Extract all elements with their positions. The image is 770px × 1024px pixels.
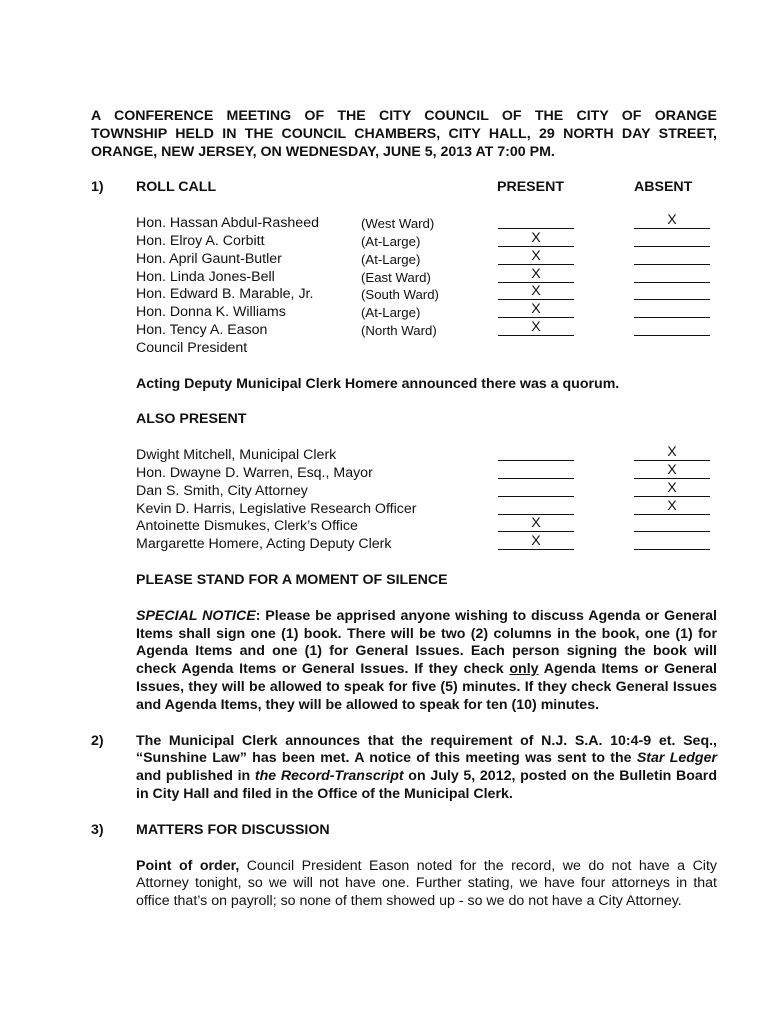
special-notice: SPECIAL NOTICE: Please be apprised anyone wishing to discuss Agenda or General Items shall sign one (1) book. There will be two (2) columns in the book, one (1) for Agenda Items and one (1) for General Issues. Each person signing the book will check Agenda Items or General Issues. If they check only Agenda Items or General Issues, they will be allowed to speak for five (5) minutes. If they check General Issues and Agenda Items, they will be allowed to speak for ten (10) minutes. [136,607,717,713]
member-name: Hon. Donna K. Williams [136,304,286,321]
absent-mark [634,286,710,300]
roll-call-row [91,212,717,233]
roll-call-title: ROLL CALL [136,179,217,196]
absent-mark [634,536,710,550]
meeting-heading [91,108,717,161]
member-ward: (At-Large) [361,233,421,249]
also-present-row [91,479,717,501]
absent-mark: X [634,447,710,461]
absent-mark [634,304,710,318]
present-mark [498,215,574,229]
attendee-name: Kevin D. Harris, Legislative Research Officer [136,500,417,517]
present-mark: X [498,518,574,532]
quorum-statement: Acting Deputy Municipal Clerk Homere announced there was a quorum. [136,375,620,392]
roll-call-list [91,212,717,340]
absent-column-label: ABSENT [634,179,693,196]
absent-mark: X [634,501,710,515]
present-mark [498,483,574,497]
roll-call-header [91,179,717,197]
member-ward: (East Ward) [361,269,431,285]
absent-mark [634,322,710,336]
newspaper-record-transcript: the Record-Transcript [254,768,404,785]
roll-call-row [91,247,717,269]
sunshine-law-section: 2) The Municipal Clerk announces that the requirement of N.J. S.A. 10:4-9 et. Seq., “Sunshine Law” has been met. A notice of this meeting was sent to the Star Ledger and published in the Record-Transcript on July 5, 2012, posted on the Bulletin Board in City Hall and filed in the Office of the Municipal Clerk. [91,732,718,802]
also-present-row [91,444,717,465]
absent-mark: X [634,483,710,497]
newspaper-star-ledger: Star Ledger [636,750,718,767]
matters-title: MATTERS FOR DISCUSSION [136,821,330,838]
section-number: 2) [91,732,104,749]
heading-line-3: ORANGE, NEW JERSEY, ON WEDNESDAY, JUNE 5, 2013 AT 7:00 PM. [91,143,555,160]
member-name: Hon. Edward B. Marable, Jr. [136,286,314,303]
member-ward: (At-Large) [361,251,421,267]
council-president-note: Council President [136,339,248,356]
present-mark: X [498,322,574,336]
present-mark: X [498,251,574,265]
attendee-name: Margarette Homere, Acting Deputy Clerk [136,536,392,553]
absent-mark: X [634,215,710,229]
member-ward: (West Ward) [361,216,435,232]
roll-call-row [91,229,717,251]
member-name: Hon. Hassan Abdul-Rasheed [136,215,319,232]
present-mark: X [498,286,574,300]
present-mark [498,447,574,461]
present-mark: X [498,536,574,550]
point-of-order: Point of order, Council President Eason noted for the record, we do not have a City Attorney tonight, so we will not have one. Further stating, we have four attorneys in that office that’s on payroll; so none of them showed up - so we do not have a City Attorney. [136,857,717,910]
point-of-order-label: Point of order, [136,857,240,874]
also-present-row [91,515,717,536]
also-present-list [91,444,717,554]
emphasis-only: only [509,661,539,678]
absent-mark [634,518,710,532]
member-name: Hon. Tency A. Eason [136,321,268,338]
section-number: 3) [91,821,104,838]
present-mark [498,501,574,515]
also-present-title: ALSO PRESENT [136,411,247,428]
attendee-name: Hon. Dwayne D. Warren, Esq., Mayor [136,464,373,481]
attendee-name: Antoinette Dismukes, Clerk’s Office [136,518,358,535]
roll-call-row [91,283,717,304]
also-present-row [91,461,717,483]
also-present-row [91,533,717,554]
roll-call-row [91,265,717,287]
absent-mark [634,251,710,265]
attendee-name: Dan S. Smith, City Attorney [136,482,308,499]
roll-call-row [91,318,717,340]
member-name: Hon. April Gaunt-Butler [136,250,282,267]
present-mark [498,465,574,479]
absent-mark [634,233,710,247]
present-column-label: PRESENT [497,179,565,196]
heading-line-2: TOWNSHIP HELD IN THE COUNCIL CHAMBERS, CITY HALL, 29 NORTH DAY STREET, [91,125,717,142]
absent-mark [634,269,710,283]
member-ward: (North Ward) [361,322,437,338]
attendee-name: Dwight Mitchell, Municipal Clerk [136,447,337,464]
member-ward: (South Ward) [361,287,439,303]
member-ward: (At-Large) [361,305,421,321]
member-name: Hon. Elroy A. Corbitt [136,232,265,249]
roll-call-row [91,301,717,322]
matters-header [91,822,717,840]
heading-line-1: A CONFERENCE MEETING OF THE CITY COUNCIL OF THE CITY OF ORANGE [91,108,717,124]
special-notice-label: SPECIAL NOTICE [136,607,256,624]
document-page [91,108,717,911]
present-mark: X [498,304,574,318]
moment-of-silence: PLEASE STAND FOR A MOMENT OF SILENCE [136,571,448,588]
present-mark: X [498,233,574,247]
section-number: 1) [91,179,104,196]
member-name: Hon. Linda Jones-Bell [136,268,275,285]
also-present-row [91,497,717,519]
present-mark: X [498,269,574,283]
absent-mark: X [634,465,710,479]
